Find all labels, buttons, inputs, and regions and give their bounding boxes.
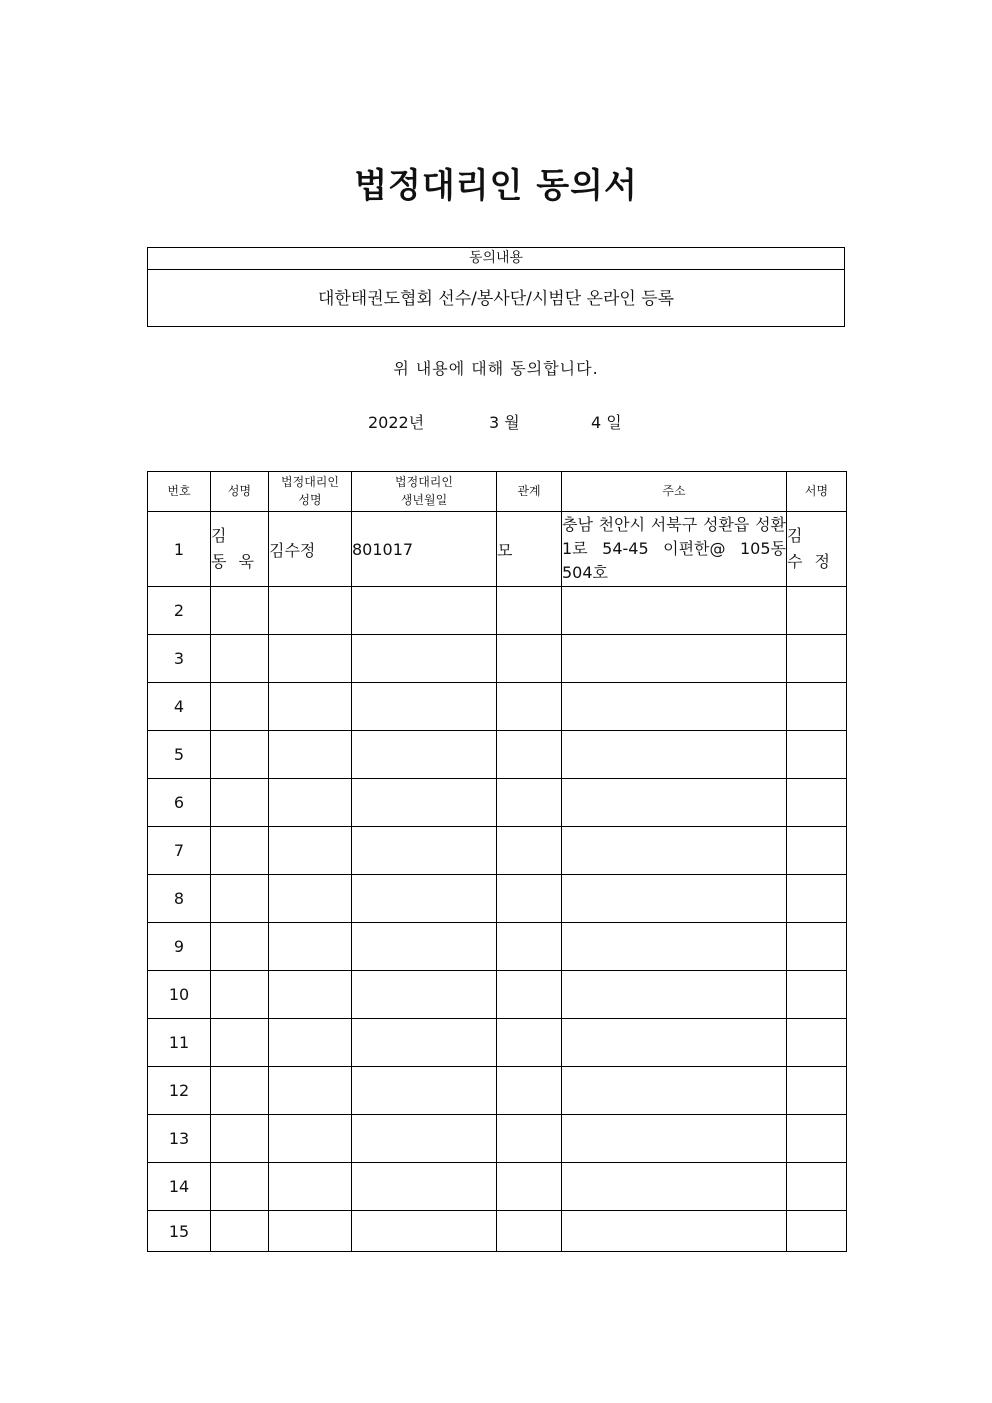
row-name (211, 1163, 269, 1211)
row-relation (497, 1115, 562, 1163)
row-guardian-birth (352, 1163, 497, 1211)
row-guardian-birth (352, 1019, 497, 1067)
table-row (148, 1067, 847, 1115)
row-relation (497, 587, 562, 635)
table-row (148, 1211, 847, 1252)
row-number: 13 (148, 1115, 211, 1163)
row-guardian-birth (352, 827, 497, 875)
row-guardian-birth (352, 587, 497, 635)
row-relation: 모 (497, 512, 562, 587)
header-no: 번호 (148, 472, 211, 512)
row-guardian-name (269, 587, 352, 635)
agreement-statement: 위 내용에 대해 동의합니다. (393, 359, 599, 378)
row-name (211, 1211, 269, 1252)
row-relation (497, 635, 562, 683)
row-signature (787, 731, 847, 779)
row-relation (497, 1163, 562, 1211)
row-guardian-name (269, 1211, 352, 1252)
row-number: 4 (148, 683, 211, 731)
row-guardian-name (269, 683, 352, 731)
row-signature (787, 1067, 847, 1115)
consent-content: 대한태권도협회 선수/봉사단/시범단 온라인 등록 (317, 289, 675, 309)
row-address (562, 971, 787, 1019)
row-number: 12 (148, 1067, 211, 1115)
row-guardian-birth: 801017 (352, 512, 497, 587)
row-guardian-birth (352, 635, 497, 683)
header-guardian-name (269, 472, 352, 512)
row-name: 김 동욱 (211, 512, 269, 587)
table-row (148, 1115, 847, 1163)
row-signature: 김 수정 (787, 512, 847, 587)
row-signature (787, 683, 847, 731)
table-row (148, 1019, 847, 1067)
table-row (148, 683, 847, 731)
header-guardian-birth-line2: 생년월일 (400, 492, 448, 507)
row-address (562, 923, 787, 971)
row-relation (497, 779, 562, 827)
row-guardian-name (269, 635, 352, 683)
row-signature (787, 1211, 847, 1252)
row-guardian-birth (352, 1067, 497, 1115)
row-relation (497, 827, 562, 875)
header-guardian-birth-line1: 법정대리인 (395, 475, 453, 490)
header-address: 주소 (562, 472, 787, 512)
row-name (211, 875, 269, 923)
row-guardian-name (269, 779, 352, 827)
row-relation (497, 1211, 562, 1252)
row-name (211, 683, 269, 731)
row-signature (787, 875, 847, 923)
consent-header: 동의내용 (148, 248, 844, 270)
row-name (211, 731, 269, 779)
date-year: 2022년 (368, 413, 425, 432)
row-name (211, 923, 269, 971)
row-name (211, 1019, 269, 1067)
row-guardian-name (269, 875, 352, 923)
table-row (148, 779, 847, 827)
row-signature (787, 1019, 847, 1067)
row-number: 10 (148, 971, 211, 1019)
row-address (562, 779, 787, 827)
row-signature (787, 827, 847, 875)
row-signature (787, 923, 847, 971)
row-name (211, 779, 269, 827)
row-relation (497, 875, 562, 923)
row-guardian-name (269, 731, 352, 779)
row-guardian-name (269, 971, 352, 1019)
row-signature (787, 779, 847, 827)
row-name (211, 971, 269, 1019)
row-address (562, 587, 787, 635)
row-number: 14 (148, 1163, 211, 1211)
row-address (562, 827, 787, 875)
row-number: 11 (148, 1019, 211, 1067)
row-address (562, 1211, 787, 1252)
row-guardian-name (269, 1163, 352, 1211)
row-address: 충남 천안시 서북구 성환읍 성환1로 54-45 이편한@ 105동 504호 (562, 512, 787, 587)
row-signature (787, 1163, 847, 1211)
row-guardian-name (269, 1115, 352, 1163)
row-number: 9 (148, 923, 211, 971)
table-row (148, 731, 847, 779)
row-number: 8 (148, 875, 211, 923)
row-name (211, 1115, 269, 1163)
table-row (148, 971, 847, 1019)
row-address (562, 1019, 787, 1067)
row-number: 7 (148, 827, 211, 875)
document-title: 법정대리인 동의서 (354, 166, 638, 206)
row-number: 5 (148, 731, 211, 779)
row-relation (497, 1019, 562, 1067)
row-name (211, 587, 269, 635)
table-row (148, 512, 847, 587)
row-name (211, 1067, 269, 1115)
row-signature (787, 971, 847, 1019)
row-guardian-birth (352, 1115, 497, 1163)
date-day: 4 일 (591, 413, 622, 432)
table-row (148, 1163, 847, 1211)
row-relation (497, 923, 562, 971)
row-guardian-name: 김수정 (269, 512, 352, 587)
header-guardian-birth (352, 472, 497, 512)
row-relation (497, 1067, 562, 1115)
row-guardian-birth (352, 971, 497, 1019)
row-guardian-birth (352, 683, 497, 731)
row-address (562, 875, 787, 923)
row-number: 15 (148, 1211, 211, 1252)
row-address (562, 1163, 787, 1211)
date-month: 3 월 (489, 413, 520, 432)
row-address (562, 683, 787, 731)
header-guardian-name-line1: 법정대리인 (281, 475, 339, 490)
row-signature (787, 587, 847, 635)
row-guardian-birth (352, 779, 497, 827)
row-number: 6 (148, 779, 211, 827)
row-guardian-birth (352, 731, 497, 779)
header-guardian-name-line2: 성명 (298, 492, 322, 507)
row-relation (497, 971, 562, 1019)
row-guardian-birth (352, 875, 497, 923)
table-body (148, 512, 847, 1252)
row-address (562, 1115, 787, 1163)
guardian-table (147, 471, 847, 1252)
consent-box (147, 247, 845, 327)
row-number: 3 (148, 635, 211, 683)
row-name (211, 827, 269, 875)
table-header-row (148, 472, 847, 512)
table-row (148, 827, 847, 875)
row-address (562, 731, 787, 779)
row-guardian-name (269, 827, 352, 875)
row-signature (787, 1115, 847, 1163)
table-row (148, 635, 847, 683)
header-name: 성명 (211, 472, 269, 512)
row-guardian-birth (352, 923, 497, 971)
row-address (562, 1067, 787, 1115)
row-number: 2 (148, 587, 211, 635)
row-guardian-name (269, 923, 352, 971)
row-guardian-birth (352, 1211, 497, 1252)
table-row (148, 923, 847, 971)
row-number: 1 (148, 512, 211, 587)
header-relation: 관계 (497, 472, 562, 512)
row-address (562, 635, 787, 683)
row-guardian-name (269, 1067, 352, 1115)
row-signature (787, 635, 847, 683)
header-signature: 서명 (787, 472, 847, 512)
row-relation (497, 731, 562, 779)
table-row (148, 587, 847, 635)
row-guardian-name (269, 1019, 352, 1067)
table-row (148, 875, 847, 923)
row-relation (497, 683, 562, 731)
row-name (211, 635, 269, 683)
